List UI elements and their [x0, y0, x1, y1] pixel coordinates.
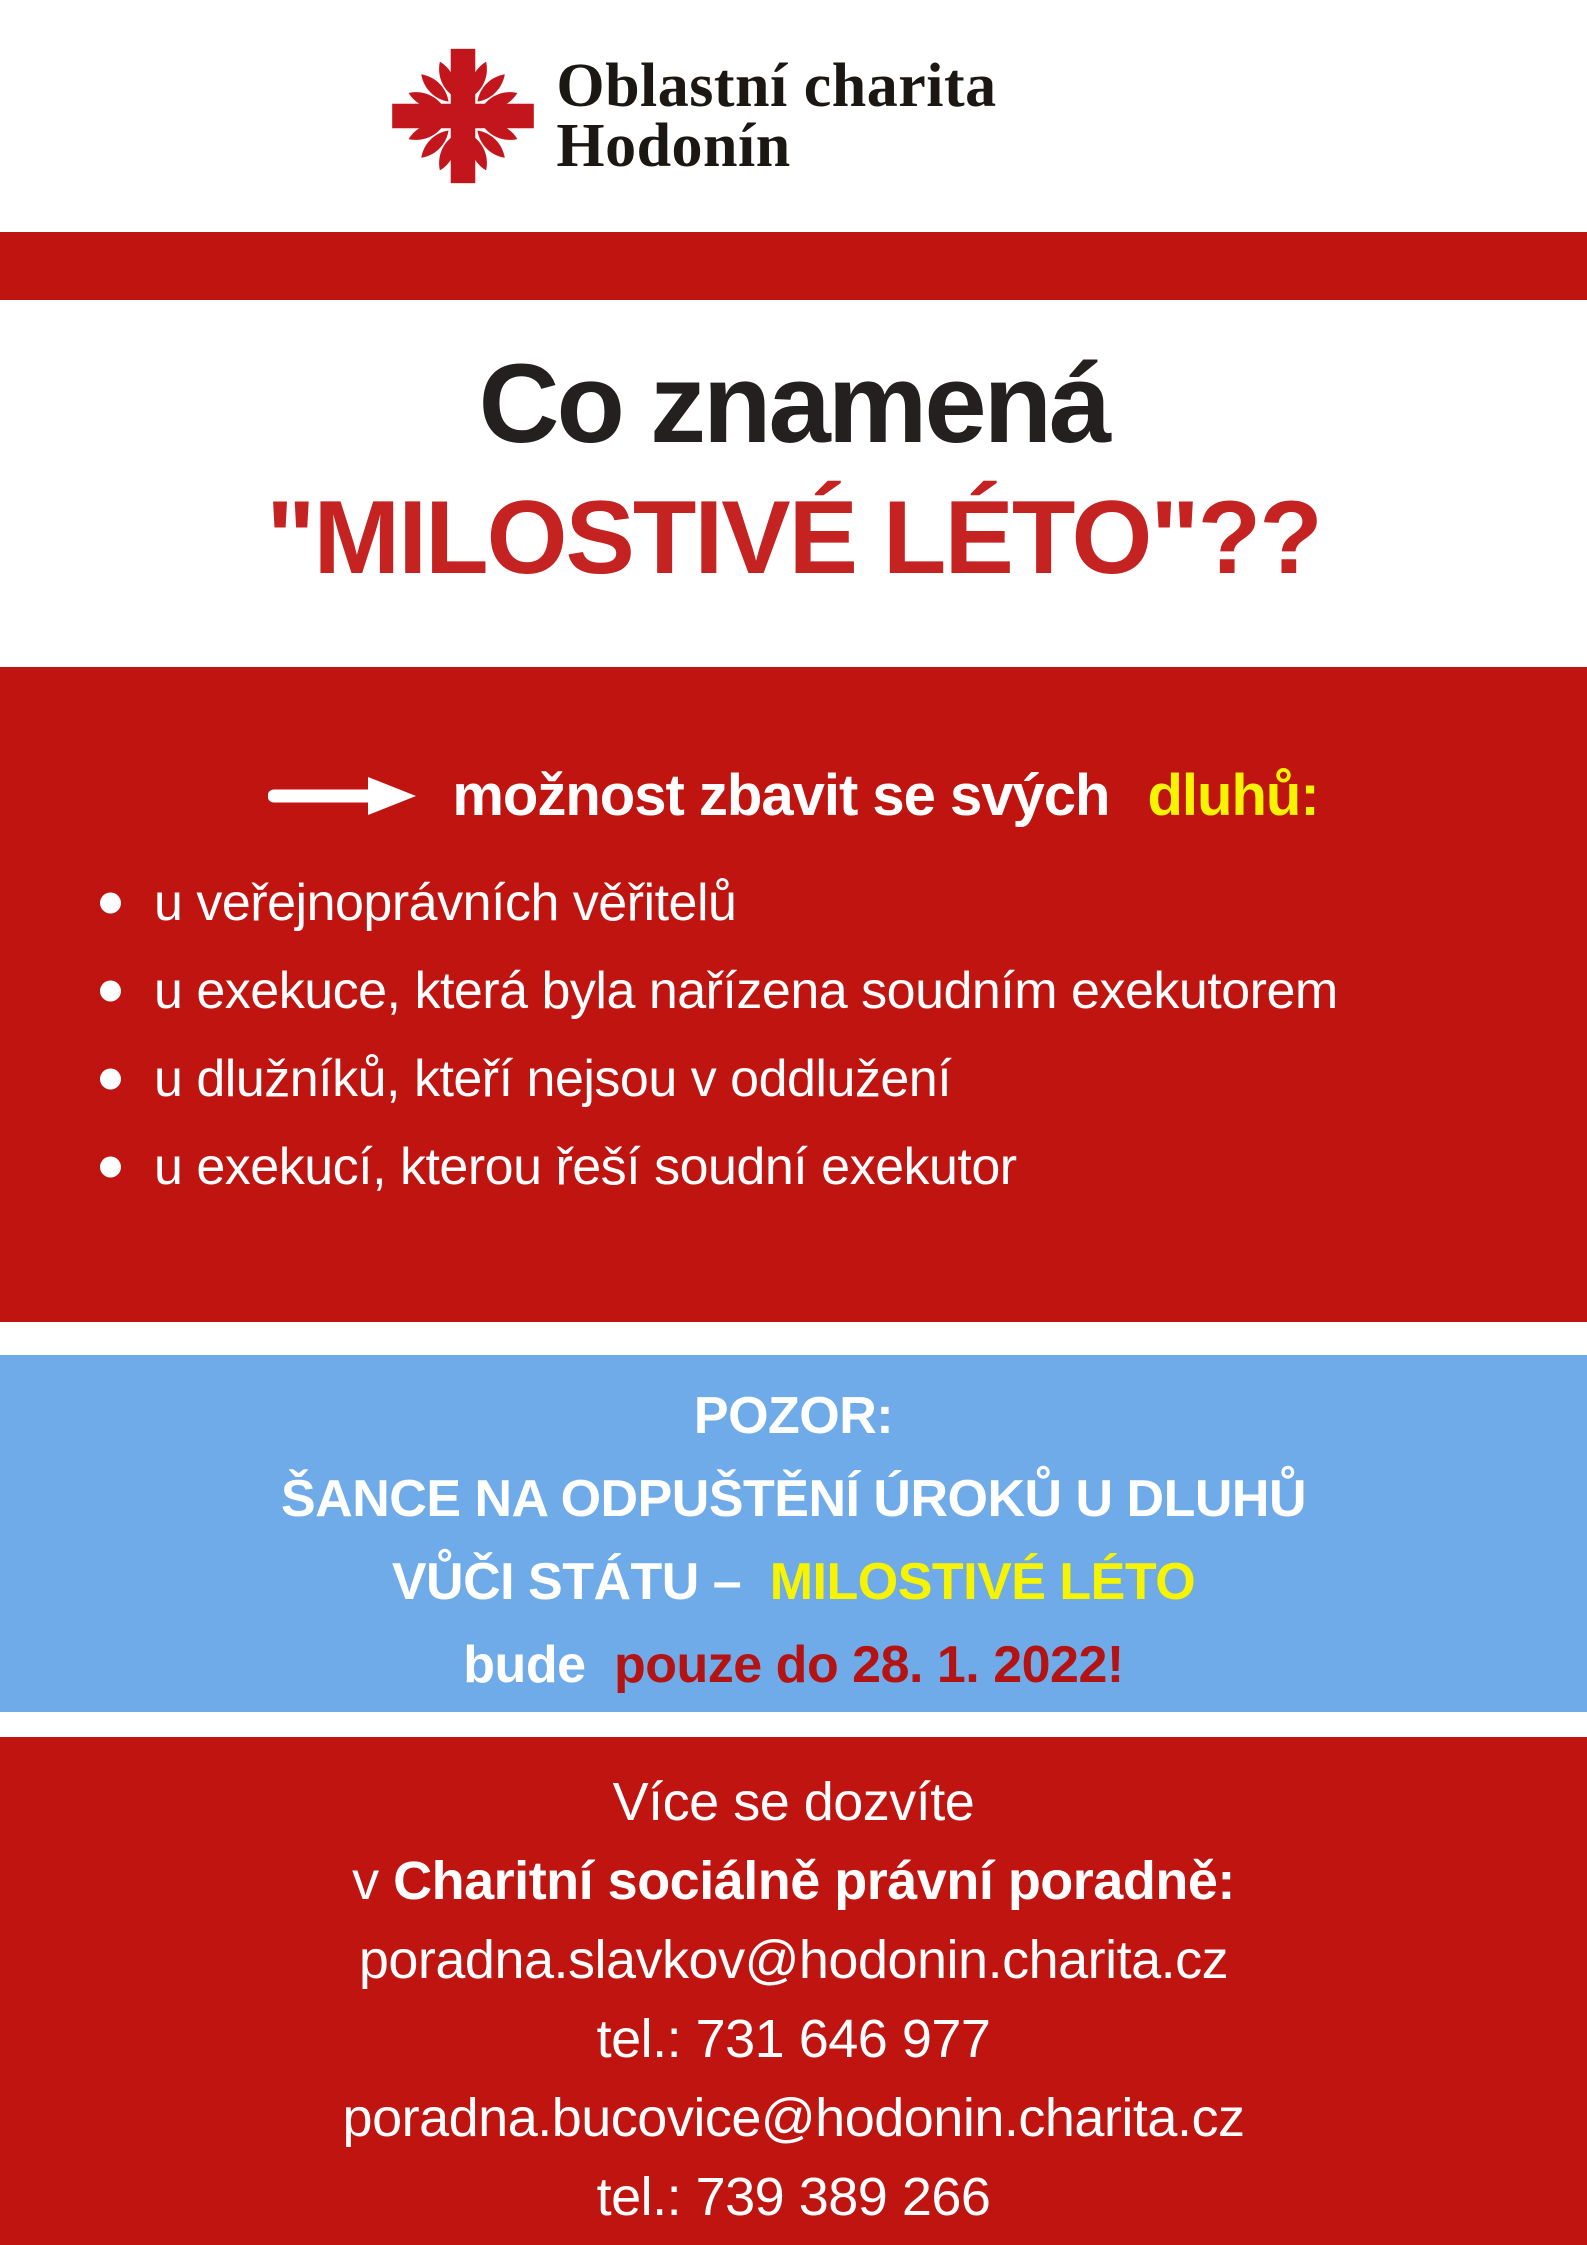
org-logo-block	[390, 43, 996, 189]
contact-email-1: poradna.slavkov@hodonin.charita.cz	[358, 1930, 1229, 1990]
org-name	[556, 51, 997, 180]
contact-email-2: poradna.bucovice@hodonin.charita.cz	[342, 2088, 1245, 2148]
list-item: u exekuce, která byla nařízena soudním exekutorem	[100, 947, 1587, 1035]
notice-line3-yellow: MILOSTIVÉ LÉTO	[769, 1553, 1196, 1611]
contact-intro-prefix: v	[352, 1851, 379, 1911]
contact-phone-1: tel.: 731 646 977	[596, 2009, 991, 2069]
title-section	[0, 300, 1587, 667]
benefits-lead-text: možnost zbavit se svých	[452, 763, 1110, 828]
list-item: u dlužníků, kteří nejsou v oddlužení	[100, 1035, 1587, 1123]
benefits-section	[0, 667, 1587, 1322]
right-arrow-icon	[268, 775, 418, 817]
contact-section	[0, 1737, 1587, 2245]
notice-line3	[0, 1541, 1587, 1624]
notice-line4	[0, 1624, 1587, 1707]
org-name-line2: Hodonín	[556, 112, 791, 180]
notice-deadline-date: pouze do 28. 1. 2022!	[614, 1636, 1124, 1694]
list-item: u exekucí, kterou řeší soudní exekutor	[100, 1123, 1587, 1211]
contact-phone-2: tel.: 739 389 266	[596, 2167, 991, 2227]
contact-intro-line1: Více se dozvíte	[612, 1772, 975, 1832]
contact-intro-line2	[0, 1842, 1587, 1921]
org-name-line1: Oblastní charita	[556, 51, 997, 120]
notice-section	[0, 1355, 1587, 1712]
list-item: u veřejnoprávních věřitelů	[100, 859, 1587, 947]
notice-line3-white: VŮČI STÁTU –	[391, 1553, 742, 1611]
benefits-lead-highlight: dluhů:	[1147, 763, 1319, 828]
caritas-flame-cross-icon	[390, 43, 536, 189]
notice-line2: ŠANCE NA ODPUŠTĚNÍ ÚROKŮ U DLUHŮ	[281, 1470, 1306, 1528]
benefits-list	[0, 859, 1587, 1211]
white-gap	[0, 1712, 1587, 1737]
page-title-line1: Co znamená	[478, 341, 1109, 466]
notice-line4-white: bude	[463, 1636, 586, 1694]
white-gap	[0, 1322, 1587, 1355]
contact-service-name: Charitní sociálně právní poradně:	[393, 1851, 1235, 1911]
red-divider-stripe	[0, 232, 1587, 300]
benefits-lead-line	[0, 762, 1587, 829]
header	[0, 0, 1587, 232]
notice-line1: POZOR:	[693, 1387, 894, 1445]
page-title-line2: "MILOSTIVÉ LÉTO"??	[266, 480, 1321, 596]
